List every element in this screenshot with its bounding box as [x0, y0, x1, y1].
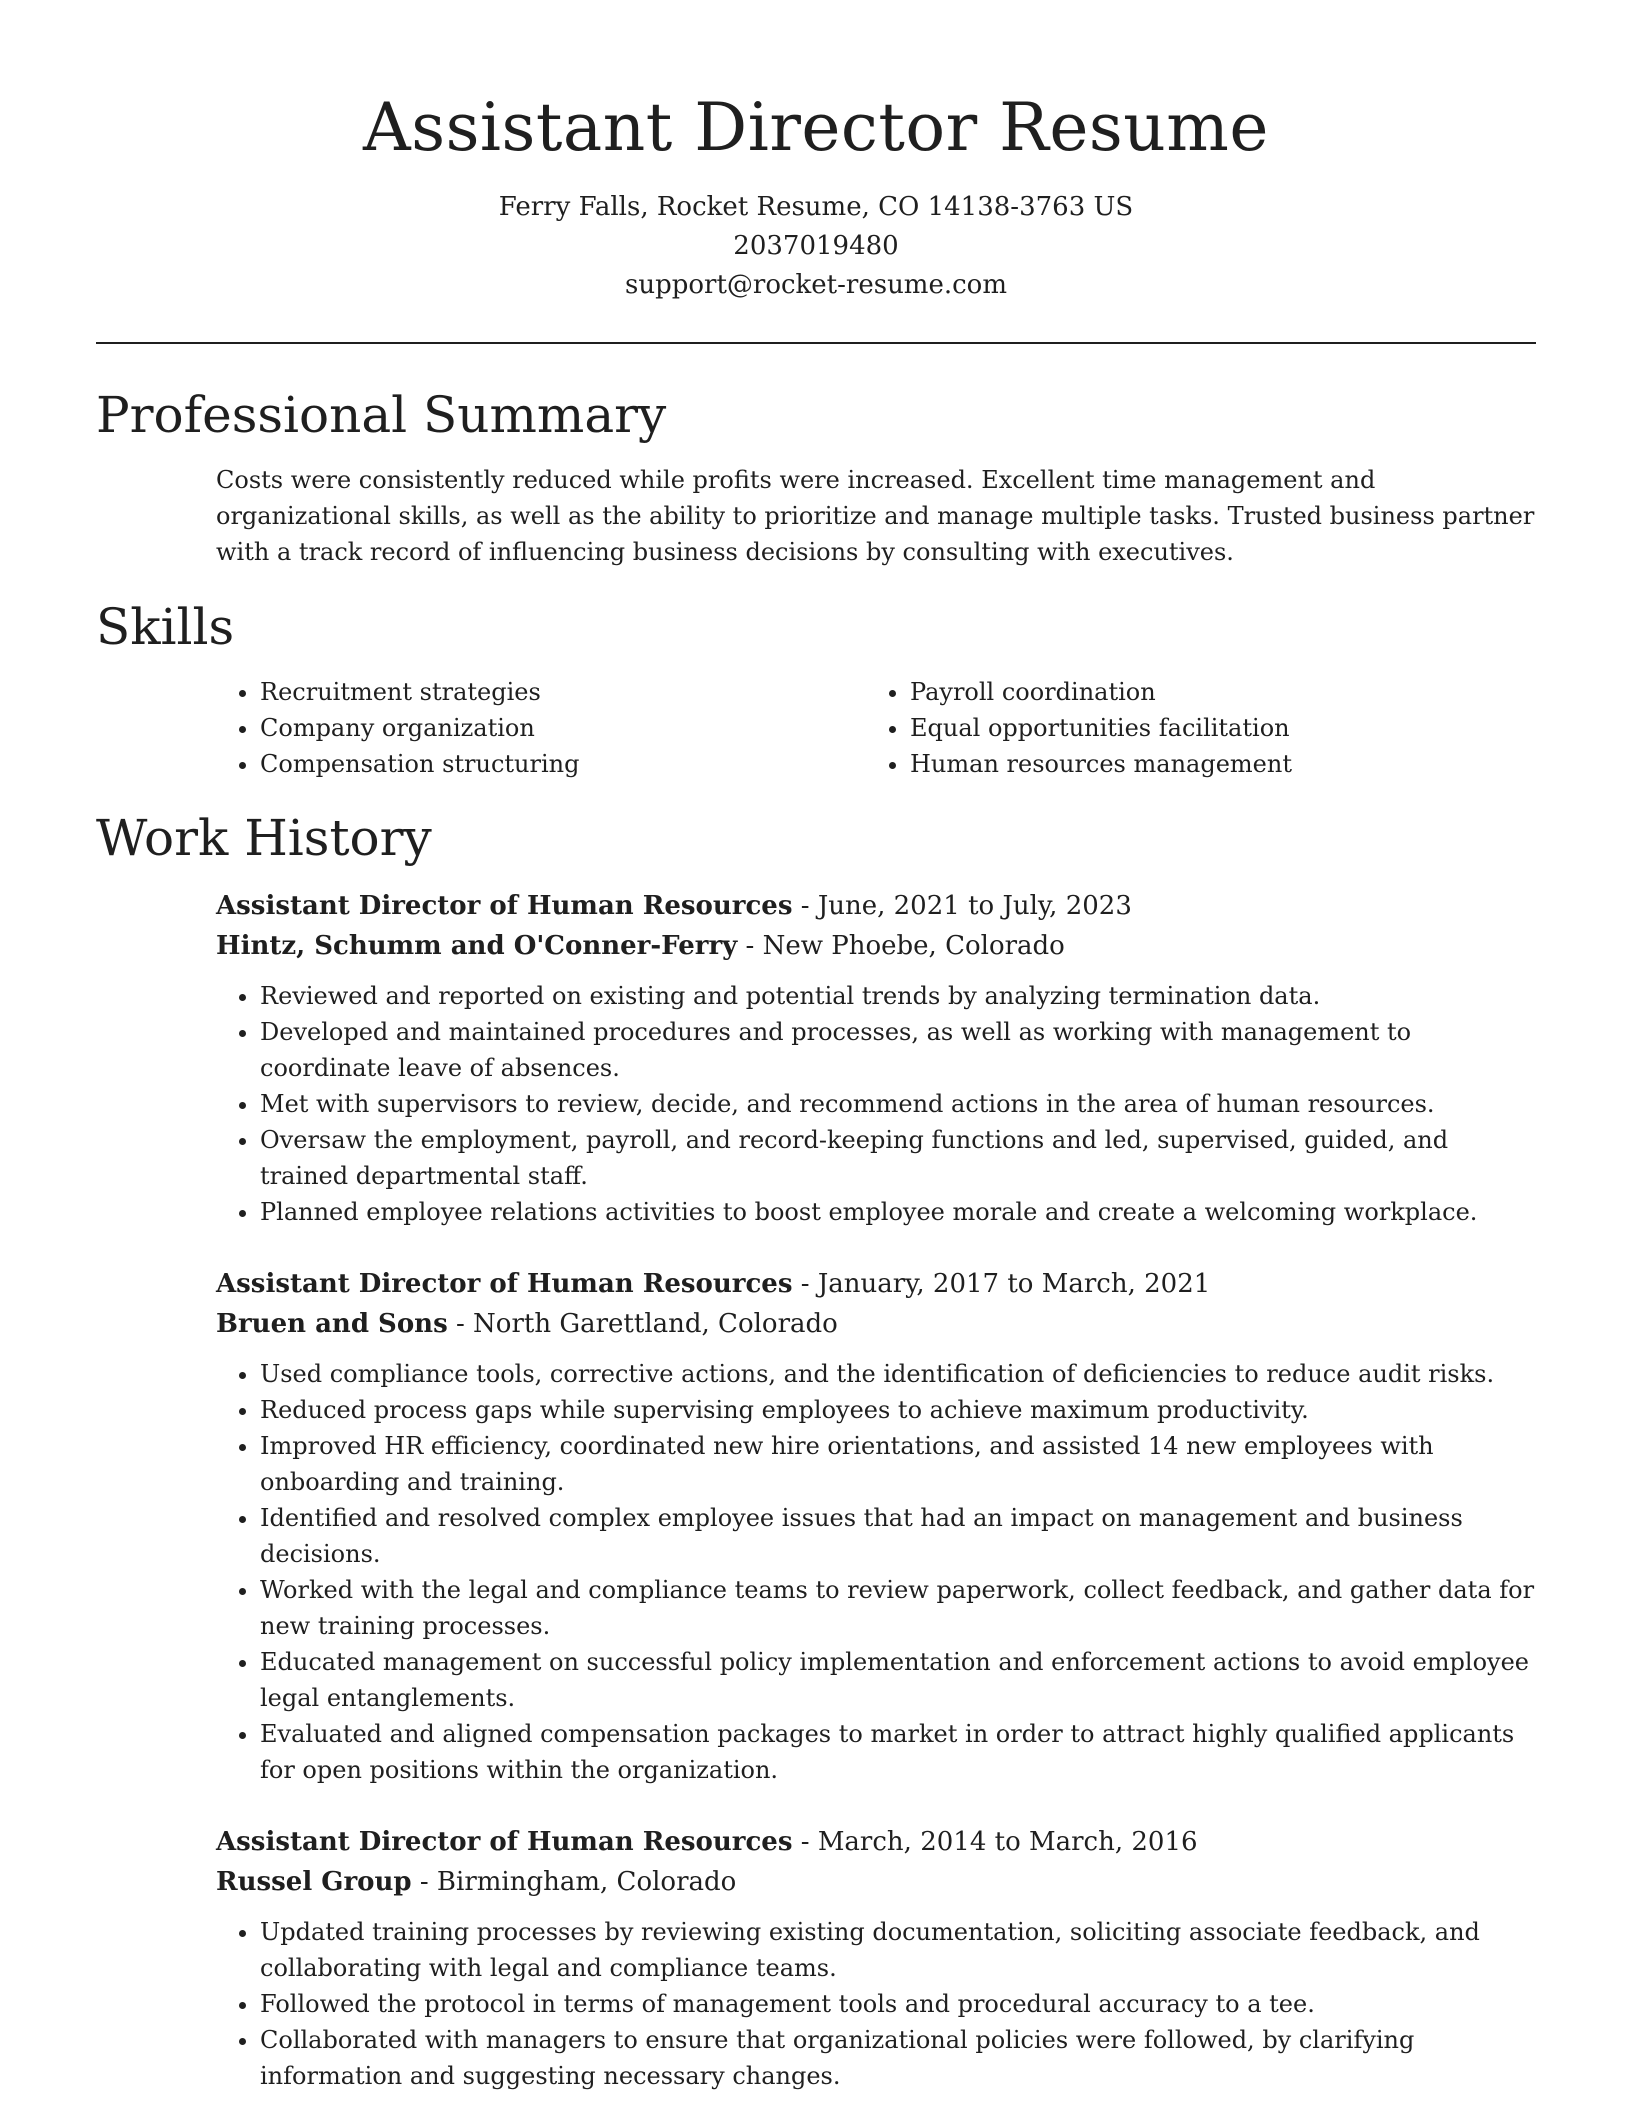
skill-item: • Payroll coordination	[910, 674, 1516, 710]
job-company: Bruen and Sons	[216, 1309, 448, 1339]
job-bullets	[216, 978, 1536, 1230]
job-bullet: • Educated management on successful policy implementation and enforcement actions to avoid employee legal entanglements.	[260, 1644, 1536, 1716]
job-title-line: Assistant Director of Human Resources - March, 2014 to March, 2016	[216, 1827, 1198, 1857]
job-company-line: Hintz, Schumm and O'Conner-Ferry - New Phoebe, Colorado	[216, 931, 1065, 961]
job-bullet: • Oversaw the employment, payroll, and record-keeping functions and led, supervised, guided, and trained departmental staff.	[260, 1122, 1536, 1194]
contact-phone: 2037019480	[733, 231, 899, 261]
skill-item: • Equal opportunities facilitation	[910, 710, 1516, 746]
job-title: Assistant Director of Human Resources	[216, 1827, 793, 1857]
job-bullet: • Updated training processes by reviewing existing documentation, soliciting associate feedback, and collaborating with legal and compliance teams.	[260, 1914, 1536, 1986]
contact-email: support@rocket-resume.com	[624, 270, 1007, 300]
job-company-line: Russel Group - Birmingham, Colorado	[216, 1867, 737, 1897]
section-title-work-history: Work History	[96, 809, 432, 867]
skill-item: • Human resources management	[910, 746, 1516, 782]
job-bullet: • Reviewed and reported on existing and potential trends by analyzing termination data.	[260, 978, 1536, 1014]
job-bullet: • Improved HR efficiency, coordinated new hire orientations, and assisted 14 new employees with onboarding and training.	[260, 1428, 1536, 1500]
job-entry	[216, 1822, 1536, 2094]
job-title: Assistant Director of Human Resources	[216, 891, 793, 921]
job-bullet: • Worked with the legal and compliance teams to review paperwork, collect feedback, and gather data for new training processes.	[260, 1572, 1536, 1644]
summary-text: Costs were consistently reduced while profits were increased. Excellent time management and organizational skills, as well as the ability to prioritize and manage multiple tasks. Trusted business partner with a track record of influencing business decisions by consulting with executives.	[216, 466, 1535, 566]
job-title-line: Assistant Director of Human Resources - January, 2017 to March, 2021	[216, 1269, 1211, 1299]
section-title-skills: Skills	[96, 598, 235, 656]
job-location: Birmingham, Colorado	[436, 1867, 737, 1897]
job-title: Assistant Director of Human Resources	[216, 1269, 793, 1299]
job-bullet: • Met with supervisors to review, decide, and recommend actions in the area of human resources.	[260, 1086, 1536, 1122]
job-dates: January, 2017 to March, 2021	[817, 1269, 1211, 1299]
job-bullet: • Reduced process gaps while supervising employees to achieve maximum productivity.	[260, 1392, 1536, 1428]
job-company-line: Bruen and Sons - North Garettland, Colorado	[216, 1309, 838, 1339]
job-location: New Phoebe, Colorado	[762, 931, 1065, 961]
header-divider	[96, 342, 1536, 344]
job-company: Russel Group	[216, 1867, 412, 1897]
job-bullet: • Evaluated and aligned compensation packages to market in order to attract highly qualified applicants for open positions within the organization.	[260, 1716, 1536, 1788]
skills-list	[216, 674, 1536, 782]
job-bullet: • Followed the protocol in terms of management tools and procedural accuracy to a tee.	[260, 1986, 1536, 2022]
skill-item: • Company organization	[260, 710, 866, 746]
job-entry	[216, 886, 1536, 1230]
job-bullets	[216, 1356, 1536, 1788]
skills-column-right	[866, 674, 1516, 782]
job-bullet: • Planned employee relations activities to boost employee morale and create a welcoming workplace.	[260, 1194, 1536, 1230]
job-dates: June, 2021 to July, 2023	[817, 891, 1132, 921]
job-bullet: • Developed and maintained procedures and processes, as well as working with management to coordinate leave of absences.	[260, 1014, 1536, 1086]
job-bullets	[216, 1914, 1536, 2094]
resume-title: Assistant Director Resume	[363, 89, 1269, 166]
work-history-list	[216, 886, 1536, 2128]
job-bullet: • Identified and resolved complex employee issues that had an impact on management and business decisions.	[260, 1500, 1536, 1572]
contact-info	[0, 188, 1632, 305]
contact-address: Ferry Falls, Rocket Resume, CO 14138-3763 US	[498, 192, 1134, 222]
job-bullet: • Used compliance tools, corrective actions, and the identification of deficiencies to reduce audit risks.	[260, 1356, 1536, 1392]
job-title-line: Assistant Director of Human Resources - June, 2021 to July, 2023	[216, 891, 1132, 921]
job-company: Hintz, Schumm and O'Conner-Ferry	[216, 931, 738, 961]
skill-item: • Compensation structuring	[260, 746, 866, 782]
section-title-summary: Professional Summary	[96, 386, 667, 444]
job-entry	[216, 1264, 1536, 1788]
resume-header	[0, 0, 1632, 305]
job-bullet: • Collaborated with managers to ensure that organizational policies were followed, by clarifying information and suggesting necessary changes.	[260, 2022, 1536, 2094]
job-location: North Garettland, Colorado	[473, 1309, 838, 1339]
job-dates: March, 2014 to March, 2016	[817, 1827, 1198, 1857]
skill-item: • Recruitment strategies	[260, 674, 866, 710]
skills-column-left	[216, 674, 866, 782]
